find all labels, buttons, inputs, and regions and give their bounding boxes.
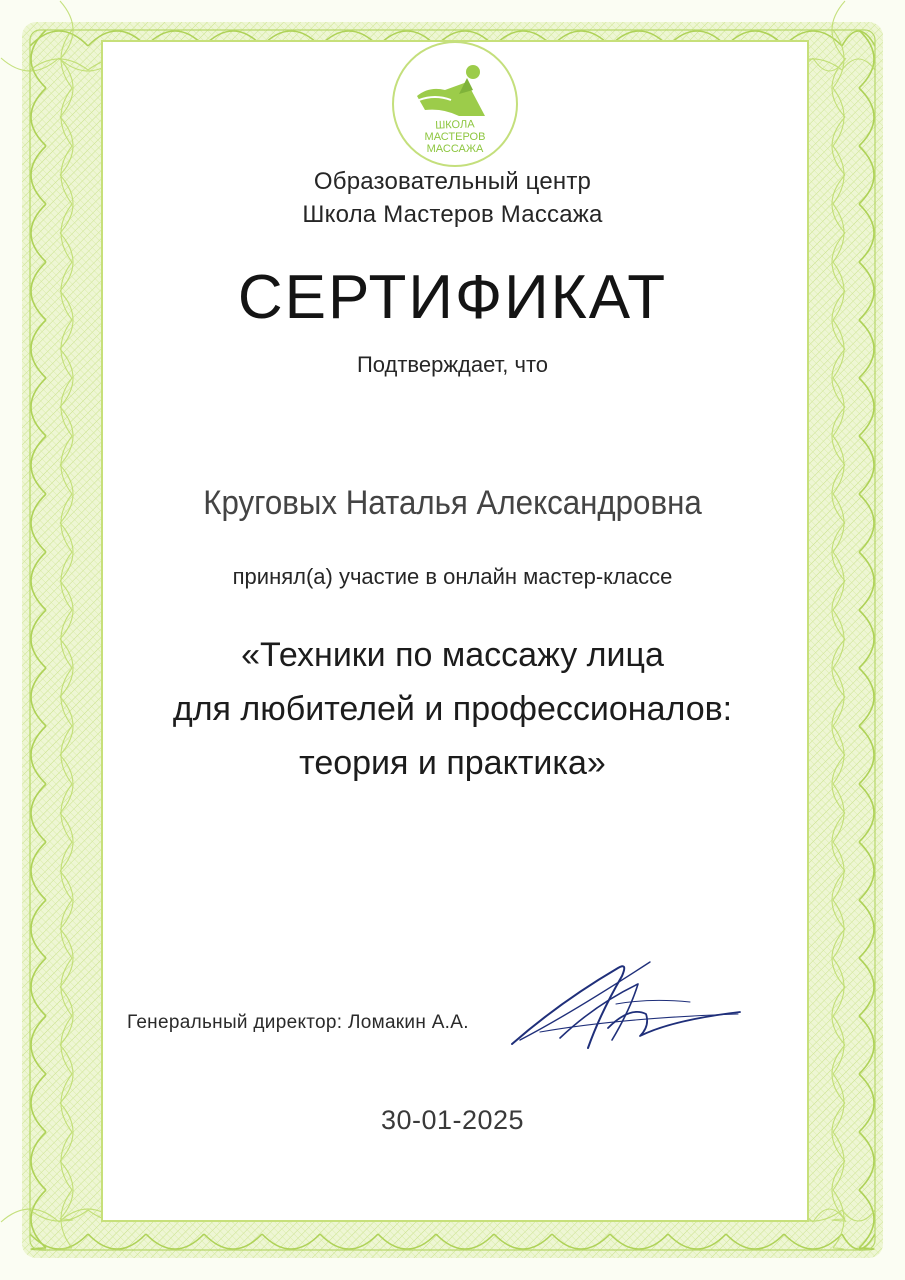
- course-title-line-3: теория и практика»: [299, 744, 606, 782]
- director-label: Генеральный директор: Ломакин А.А.: [127, 1012, 469, 1033]
- director-signature: [500, 944, 750, 1064]
- organization-line-2: Школа Мастеров Массажа: [302, 201, 603, 228]
- participation-text: принял(а) участие в онлайн мастер-классе: [232, 564, 673, 589]
- school-logo: [389, 38, 521, 170]
- recipient-name: Круговых Наталья Александровна: [203, 484, 702, 522]
- certificate-title: СЕРТИФИКАТ: [237, 263, 668, 332]
- logo-line-3: МАССАЖА: [426, 143, 484, 155]
- course-title-line-1: «Техники по массажу лица: [241, 636, 664, 674]
- confirms-text: Подтверждает, что: [356, 352, 549, 377]
- logo-line-1: ШКОЛА: [435, 118, 475, 132]
- logo-line-2: МАСТЕРОВ: [424, 131, 486, 143]
- course-title-line-2: для любителей и профессионалов:: [172, 690, 733, 728]
- organization-line-1: Образовательный центр: [313, 168, 592, 195]
- issue-date: 30-01-2025: [380, 1105, 525, 1135]
